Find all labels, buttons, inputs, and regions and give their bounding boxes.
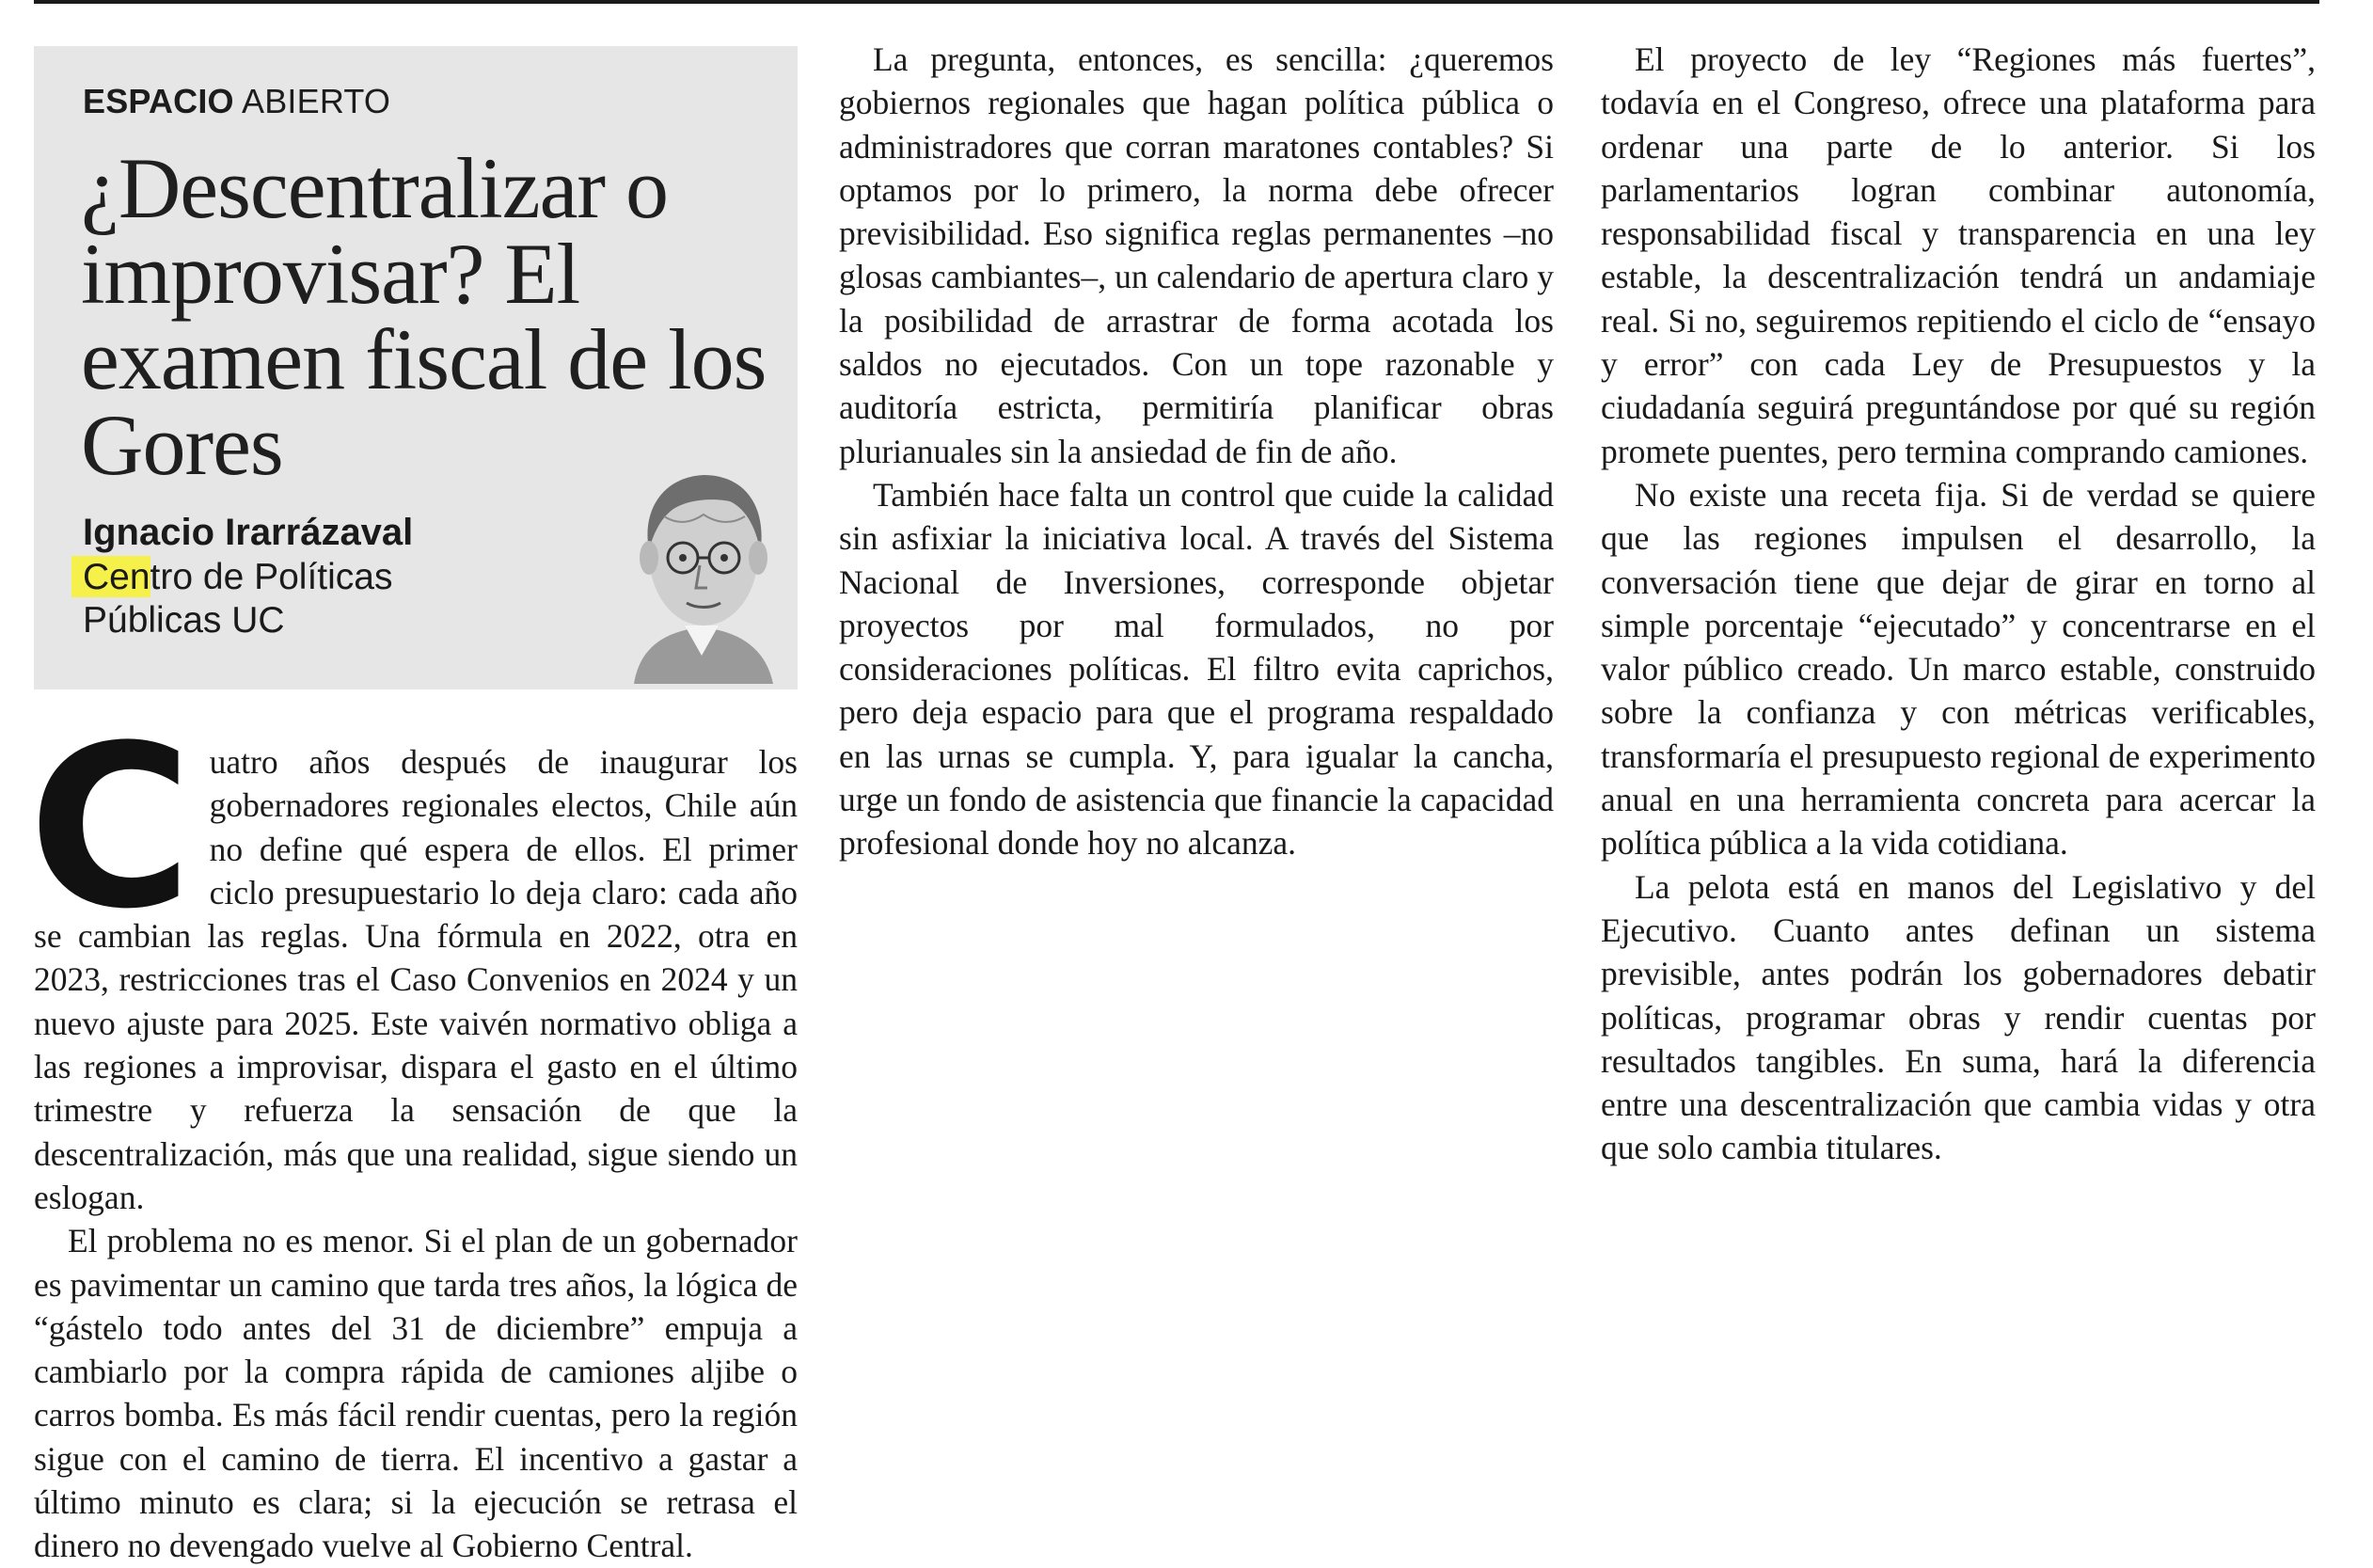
affiliation-line1: Centro de Políticas bbox=[83, 557, 393, 597]
headline: ¿Descentralizar o improvisar? El examen fiscal de los Gores bbox=[81, 140, 767, 493]
paragraph-7: La pelota está en manos del Legislativo y del Ejecutivo. Cuanto antes definan un sistema previsible, antes podrán los gobernadores debatir políticas, programar obras y rendir cuentas por resultados tangibles. En suma, hará la diferencia entre una descentralización que cambia vidas y otra que solo cambia titulares. bbox=[1601, 867, 2316, 1167]
paragraph-4: También hace falta un control que cuide la calidad sin asfixiar la iniciativa local. A través del Sistema Nacional de Inversiones, corresponde objetar proyectos por mal formulados, no por consideraciones políticas. El filtro evita caprichos, pero deja espacio para que el programa respaldado en las urnas se cumpla. Y, para igualar la cancha, urge un fondo de asistencia que financie la capacidad profesional donde hoy no alcanza. bbox=[839, 475, 1554, 863]
paragraph-1-text: uatro años después de inaugurar los gobernadores regionales electos, Chile aún no define qué espera de ellos. El primer ciclo presupuestario lo deja claro: cada año se cambian las reglas. Una fórmula en 2022, otra en 2023, restricciones tras el Caso Convenios en 2024 y un nuevo ajuste para 2025. Este vaivén normativo obliga a las regiones a improvisar, dispara el gasto en el último trimestre y refuerza la sensación de que la descentralización, más que una realidad, sigue siendo un eslogan. bbox=[34, 743, 798, 1216]
paragraph-2 bbox=[34, 1219, 798, 1567]
column-3 bbox=[1601, 38, 2316, 1170]
paragraph-2-text: El problema no es menor. Si el plan de un gobernador es pavimentar un camino que tarda tres años, la lógica de “gástelo todo antes del 31 de diciembre” empuja a cambiarlo por la compra rápida de camiones aljibe o carros bomba. Es más fácil rendir cuentas, pero la región sigue con el camino de tierra. El incentivo a gastar a último minuto es clara; si la ejecución se retrasa el dinero no devengado vuelve al Gobierno Central. bbox=[34, 1222, 798, 1565]
paragraph-6: No existe una receta fija. Si de verdad se quiere que las regiones impulsen el desarrollo, la conversación tiene que dejar de girar en torno al simple porcentaje “ejecutado” y concentrarse en el valor público creado. Un marco estable, construido sobre la confianza y con métricas verificables, transformaría el presupuesto regional de experimento anual en una herramienta concreta para acercar la política pública a la vida cotidiana. bbox=[1601, 475, 2316, 863]
paragraph-3: La pregunta, entonces, es sencilla: ¿queremos gobiernos regionales que hagan política pública o administradores que corran maratones contables? Si optamos por lo primero, la norma debe ofrecer previsibilidad. Eso significa reglas permanentes –no glosas cambiantes–, un calendario de apertura claro y la posibilidad de arrastrar de forma acotada los saldos no ejecutados. Con un tope razonable y auditoría estricta, permitiría planificar obras plurianuales sin la ansiedad de fin de año. bbox=[839, 40, 1554, 470]
top-rule bbox=[34, 0, 2319, 4]
author-portrait bbox=[598, 460, 805, 686]
section-label-bold: ESPACIO bbox=[83, 82, 234, 120]
affiliation-line2: Públicas UC bbox=[83, 600, 285, 641]
column-1 bbox=[28, 698, 798, 1568]
section-label bbox=[83, 82, 390, 121]
section-label-regular: ABIERTO bbox=[241, 82, 391, 120]
paragraph-5: El proyecto de ley “Regiones más fuertes”, todavía en el Congreso, ofrece una plataforma para ordenar una parte de lo anterior. Si los parlamentarios logran combinar autonomía, responsabilidad fiscal y transparencia en una ley estable, la descentralización tendrá un andamiaje real. Si no, seguiremos repitiendo el ciclo de “ensayo y error” con cada Ley de Presupuestos y la ciudadanía seguirá preguntándose por qué su región promete puentes, pero termina comprando camiones. bbox=[1601, 40, 2316, 470]
column-2 bbox=[839, 38, 1554, 865]
author-affiliation bbox=[83, 556, 478, 642]
header-box bbox=[34, 46, 798, 689]
drop-cap: C bbox=[28, 698, 193, 958]
author-name: Ignacio Irarrázaval bbox=[83, 512, 414, 553]
paragraph-1 bbox=[28, 698, 798, 1219]
